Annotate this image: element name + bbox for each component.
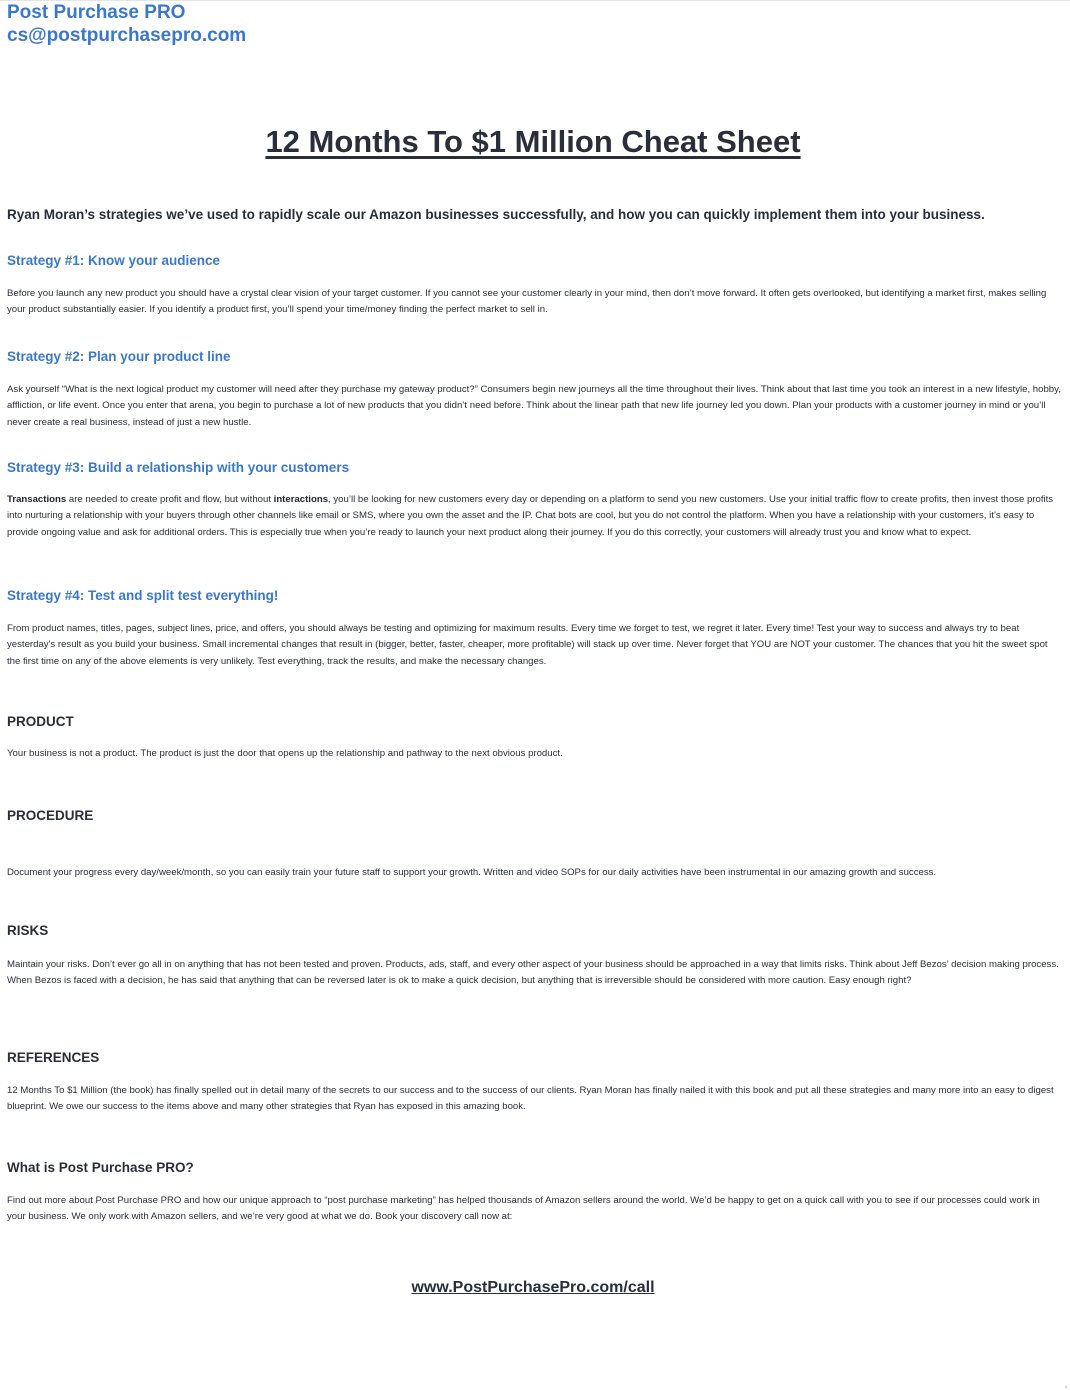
strategy-1-heading: Strategy #1: Know your audience (7, 253, 221, 268)
page-title: 12 Months To $1 Million Cheat Sheet (265, 124, 801, 159)
procedure-heading: PROCEDURE (7, 808, 94, 823)
strategy-4-heading: Strategy #4: Test and split test everything! (7, 588, 279, 603)
brand-email: cs@postpurchasepro.com (7, 25, 247, 46)
strategy-3-text-2: , you’ll be looking for new customers every day or depending on a platform to send you new customers. Use your initial traffic flow to create profits, then invest those profits into nurturing a relationship with your buyers through other channels like email or SMS, where you own the asset and the IP. Chat bots are cool, but you do not control the platform. When you have a relationship with your customers, it’s easy to provide ongoing value and ask for additional orders. This is especially true when you’re ready to launch your next product along their journey. If you do this correctly, your customers will already trust you and know what to expect. (7, 494, 1054, 538)
strategy-3-heading: Strategy #3: Build a relationship with your customers (7, 460, 350, 475)
strategy-1-body: Before you launch any new product you should have a crystal clear vision of your target customer. If you cannot see your customer clearly in your mind, then don’t move forward. It often gets overlooked, but identifying a market first, makes selling your product substantially easier. If you identify a product first, you’ll spend your time/money finding the perfect market to sell in. (7, 288, 1047, 316)
risks-heading: RISKS (7, 923, 49, 938)
transactions-bold: Transactions (7, 494, 67, 505)
corner-mark (1065, 1386, 1067, 1388)
brand-header (7, 1, 246, 47)
discovery-call-link[interactable]: www.PostPurchasePro.com/call (411, 1279, 655, 1296)
interactions-bold: interactions (273, 494, 329, 505)
strategy-3-body (7, 492, 1061, 541)
product-heading: PRODUCT (7, 714, 74, 729)
product-body: Your business is not a product. The product is just the door that opens up the relationship and pathway to the next obvious product. (7, 748, 563, 759)
references-body: 12 Months To $1 Million (the book) has finally spelled out in detail many of the secrets to our success and to the success of our clients. Ryan Moran has finally nailed it with this book and put all these strategies and many more into an easy to digest blueprint. We owe our success to the items above and many other strategies that Ryan has exposed in this amazing book. (7, 1085, 1054, 1113)
page-subtitle: Ryan Moran’s strategies we’ve used to rapidly scale our Amazon businesses successfully, and how you can quickly implement them into your business. (7, 207, 985, 222)
about-body: Find out more about Post Purchase PRO and how our unique approach to “post purchase marketing” has helped thousands of Amazon sellers around the world. We’d be happy to get on a quick call with you to see if our processes could work in your business. We only work with Amazon sellers, and we’re very good at what we do. Book your discovery call now at: (7, 1195, 1040, 1223)
procedure-body: Document your progress every day/week/month, so you can easily train your future staff to support your growth. Written and video SOPs for our daily activities have been instrumental in our amazing growth and success. (7, 867, 937, 878)
about-heading: What is Post Purchase PRO? (7, 1160, 194, 1175)
references-heading: REFERENCES (7, 1050, 100, 1065)
strategy-3-text-1: are needed to create profit and flow, but without (66, 494, 274, 505)
strategy-2-body: Ask yourself “What is the next logical product my customer will need after they purchase my gateway product?” Consumers begin new journeys all the time throughout their lives. Think about that last time you took an interest in a new lifestyle, hobby, affliction, or life event. Once you enter that arena, you begin to purchase a lot of new products that you didn’t need before. Think about the linear path that new life journey led you down. Plan your products with a customer journey in mind or you’ll never create a real business, instead of just a new hustle. (7, 384, 1061, 428)
strategy-4-body: From product names, titles, pages, subject lines, price, and offers, you should always be testing and optimizing for maximum results. Every time we forget to test, we regret it later. Every time! Test your way to success and always try to beat yesterday's result as you build your business. Small incremental changes that result in (bigger, better, faster, cheaper, more profitable) will stack up over time. Never forget that YOU are NOT your customer. The chances that you hit the sweet spot the first time on any of the above elements is very unlikely. Test everything, track the results, and make the necessary changes. (7, 623, 1048, 667)
strategy-2-heading: Strategy #2: Plan your product line (7, 349, 231, 364)
brand-name: Post Purchase PRO (7, 2, 186, 23)
risks-body: Maintain your risks. Don’t ever go all in on anything that has not been tested and proven. Products, ads, staff, and every other aspect of your business should be approached in a way that limits risks. Think about Jeff Bezos’ decision making process. When Bezos is faced with a decision, he has said that anything that can be reversed later is ok to make a quick decision, but anything that is irreversible should be considered with more caution. Easy enough right? (7, 959, 1059, 987)
